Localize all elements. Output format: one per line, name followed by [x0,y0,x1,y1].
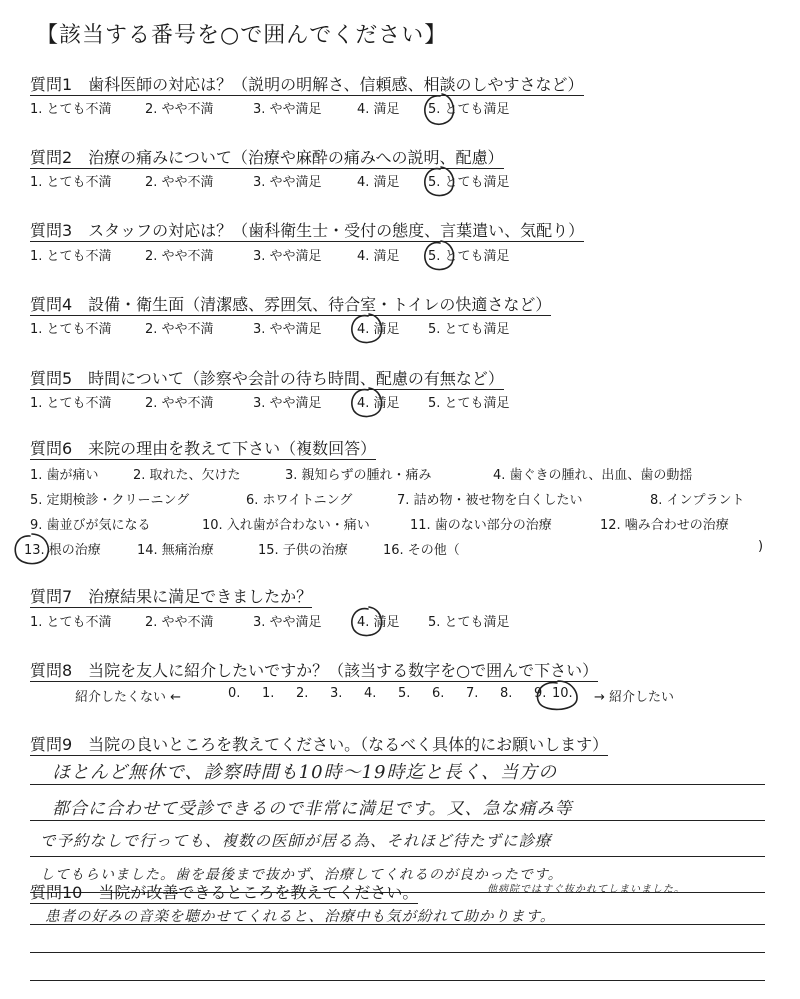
q8-number[interactable]: 6. [432,686,445,701]
answer-line [30,856,765,857]
q4-option-1[interactable]: 1. とても不満 [30,322,112,337]
q7-option-4[interactable]: 4. 満足 [357,615,400,630]
q6-option[interactable]: 16. その他（ [383,543,460,558]
q6-option[interactable]: 13. 根の治療 [24,543,101,558]
answer-line [30,784,765,785]
q4-option-4[interactable]: 4. 満足 [357,322,400,337]
q2-option-1[interactable]: 1. とても不満 [30,175,112,190]
question-4-title: 質問4 設備・衛生面（清潔感、雰囲気、待合室・トイレの快適さなど） [30,295,552,314]
q8-number[interactable]: 5. [398,686,411,701]
q1-option-4[interactable]: 4. 満足 [357,102,400,117]
q2-option-4[interactable]: 4. 満足 [357,175,400,190]
q6-option[interactable]: 12. 噛み合わせの治療 [600,518,729,533]
q6-option[interactable]: 4. 歯ぐきの腫れ、出血、歯の動揺 [493,468,693,483]
q5-option-4[interactable]: 4. 満足 [357,396,400,411]
page-title: 【該当する番号を○で囲んでください】 [36,23,448,48]
q10-handwritten-line: 患者の好みの音楽を聴かせてくれると、治療中も気が紛れて助かります。 [45,909,556,925]
q6-option[interactable]: 3. 親知らずの腫れ・痛み [285,468,432,483]
q8-number[interactable]: 3. [330,686,343,701]
q5-option-1[interactable]: 1. とても不満 [30,396,112,411]
q8-left-label: 紹介したくない ← [75,690,182,705]
q6-option[interactable]: 7. 詰め物・被せ物を白くしたい [397,493,583,508]
q3-option-2[interactable]: 2. やや不満 [145,249,214,264]
question-1-title: 質問1 歯科医師の対応は？（説明の明解さ、信頼感、相談のしやすさなど） [30,75,584,94]
q6-option[interactable]: 11. 歯のない部分の治療 [410,518,552,533]
q7-option-1[interactable]: 1. とても不満 [30,615,112,630]
q6-option[interactable]: 5. 定期検診・クリーニング [30,493,190,508]
question-8-title: 質問8 当院を友人に紹介したいですか？（該当する数字を○で囲んで下さい） [30,661,599,680]
q8-number[interactable]: 0. [228,686,241,701]
q4-option-3[interactable]: 3. やや満足 [253,322,322,337]
q5-option-5[interactable]: 5. とても満足 [428,396,510,411]
question-6-title: 質問6 来院の理由を教えて下さい（複数回答） [30,439,377,458]
q6-option[interactable]: 15. 子供の治療 [258,543,348,558]
q6-option[interactable]: 1. 歯が痛い [30,468,99,483]
q9-handwritten-line: で予約なしで行っても、複数の医師が居る為、それほど待たずに診療 [40,832,552,850]
q5-option-3[interactable]: 3. やや満足 [253,396,322,411]
q1-option-3[interactable]: 3. やや満足 [253,102,322,117]
q5-option-2[interactable]: 2. やや不満 [145,396,214,411]
q2-option-5[interactable]: 5. とても満足 [428,175,510,190]
answer-line [30,952,765,953]
question-3-title: 質問3 スタッフの対応は？（歯科衛生士・受付の態度、言葉遣い、気配り） [30,221,585,240]
q7-option-3[interactable]: 3. やや満足 [253,615,322,630]
q1-option-5[interactable]: 5. とても満足 [428,102,510,117]
q6-option[interactable]: 10. 入れ歯が合わない・痛い [202,518,370,533]
q3-option-4[interactable]: 4. 満足 [357,249,400,264]
q8-number[interactable]: 4. [364,686,377,701]
q3-option-1[interactable]: 1. とても不満 [30,249,112,264]
question-7-title: 質問7 治療結果に満足できましたか？ [30,587,313,606]
q8-number[interactable]: 10. [552,686,573,701]
q1-option-2[interactable]: 2. やや不満 [145,102,214,117]
q6-other-close: ) [758,539,764,554]
q6-option[interactable]: 9. 歯並びが気になる [30,518,151,533]
q6-option[interactable]: 8. インプラント [650,493,745,508]
answer-line [30,980,765,981]
q9-handwritten-note: 他病院ではすぐ抜かれてしまいました。 [487,884,685,895]
answer-line [30,820,765,821]
q7-option-2[interactable]: 2. やや不満 [145,615,214,630]
q9-handwritten-line: 都合に合わせて受診できるので非常に満足です。又、急な痛み等 [52,799,573,819]
q7-option-5[interactable]: 5. とても満足 [428,615,510,630]
q3-option-5[interactable]: 5. とても満足 [428,249,510,264]
q1-option-1[interactable]: 1. とても不満 [30,102,112,117]
q8-number[interactable]: 1. [262,686,275,701]
q3-option-3[interactable]: 3. やや満足 [253,249,322,264]
q6-option[interactable]: 14. 無痛治療 [137,543,214,558]
question-2-title: 質問2 治療の痛みについて（治療や麻酔の痛みへの説明、配慮） [30,148,504,167]
q6-option[interactable]: 6. ホワイトニング [246,493,353,508]
q2-option-2[interactable]: 2. やや不満 [145,175,214,190]
q8-number[interactable]: 9. [534,686,547,701]
q8-right-label: → 紹介したい [594,690,675,705]
q9-handwritten-line: ほとんど無休で、診察時間も10時〜19時迄と長く、当方の [52,762,558,783]
q9-handwritten-line: してもらいました。歯を最後まで抜かず、治療してくれるのが良かったです。 [40,867,563,883]
q2-option-3[interactable]: 3. やや満足 [253,175,322,190]
q4-option-5[interactable]: 5. とても満足 [428,322,510,337]
question-5-title: 質問5 時間について（診察や会計の待ち時間、配慮の有無など） [30,369,504,388]
q8-number[interactable]: 2. [296,686,309,701]
q8-number[interactable]: 7. [466,686,479,701]
q4-option-2[interactable]: 2. やや不満 [145,322,214,337]
q8-number[interactable]: 8. [500,686,513,701]
question-10-title: 質問10 当院が改善できるところを教えてください。 [30,883,419,902]
question-9-title: 質問9 当院の良いところを教えてください。（なるべく具体的にお願いします） [30,735,609,754]
q6-option[interactable]: 2. 取れた、欠けた [133,468,241,483]
